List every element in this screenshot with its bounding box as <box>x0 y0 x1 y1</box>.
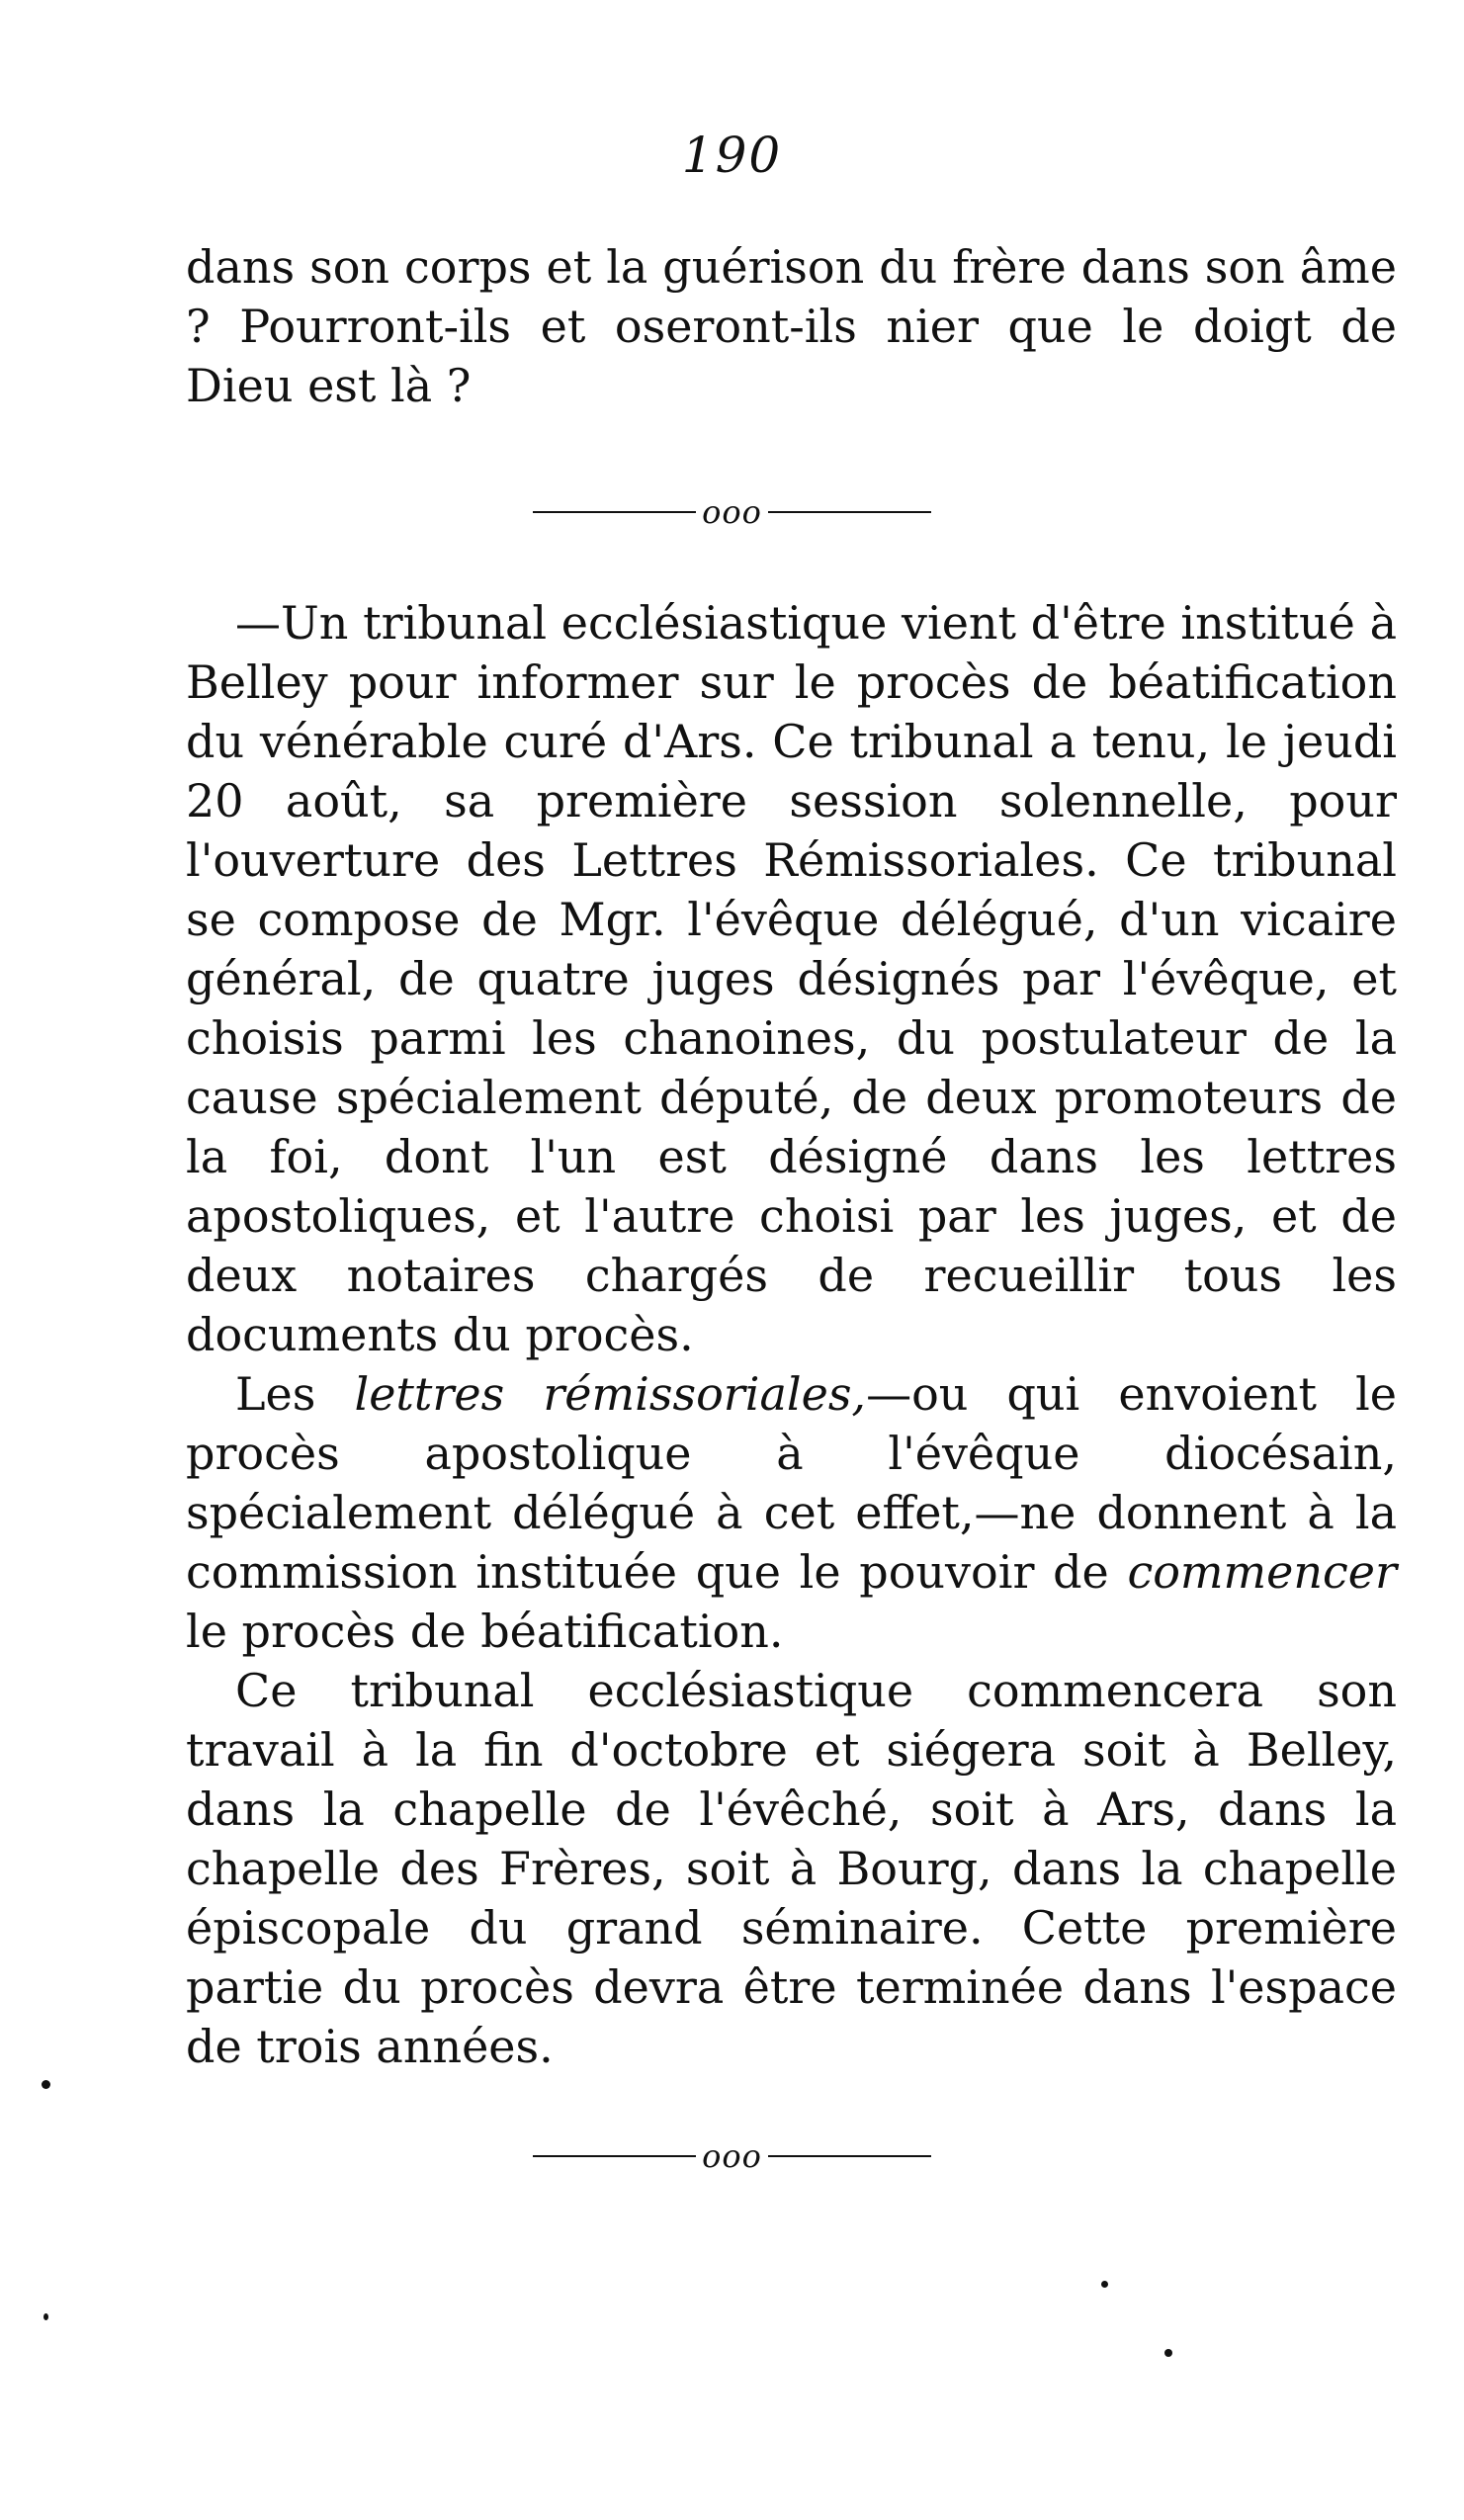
ink-speck <box>1164 2349 1172 2357</box>
separator-rule-right <box>768 511 931 513</box>
separator-rule-right <box>768 2155 931 2157</box>
separator-rule-left <box>533 2155 696 2157</box>
ink-speck <box>1101 2281 1108 2288</box>
paragraph-travail: Ce tribunal ecclésiastique commencera son travail à la fin d'octobre et siégera soit à Belley, dans la chapelle de l'évêché, soit à Ars, dans la chapelle des Frères, soit à Bourg, dans la chapelle épiscopale du grand séminaire. Cette première partie du procès devra être terminée dans l'espace de trois années. <box>186 1664 1397 2073</box>
text-block-top <box>186 237 1397 415</box>
paragraph-lettres-text-3: le procès de béatification. <box>186 1605 784 1658</box>
paragraph-lettres-italic-1: lettres rémissoriales, <box>354 1367 867 1421</box>
paragraph-tribunal: —Un tribunal ecclésiastique vient d'être institué à Belley pour informer sur le procès de béatification du vénérable curé d'Ars. Ce tribunal a tenu, le jeudi 20 août, sa première session solennelle, pour l'ouverture des Lettres Rémissoriales. Ce tribunal se compose de Mgr. l'évêque délégué, d'un vicaire général, de quatre juges désignés par l'évêque, et choisis parmi les chanoines, du postulateur de la cause spécialement député, de deux promoteurs de la foi, dont l'un est désigné dans les lettres apostoliques, et l'autre choisi par les juges, et de deux notaires chargés de recueillir tous les documents du procès. <box>186 596 1397 1361</box>
paragraph-lettres <box>186 1364 1397 1661</box>
paragraph-continuation: dans son corps et la guérison du frère dans son âme ? Pourront-ils et oseront-ils nier que le doigt de Dieu est là ? <box>186 240 1397 412</box>
separator-rule-left <box>533 511 696 513</box>
section-separator-bottom <box>0 2136 1464 2176</box>
separator-mark: ooo <box>702 2137 762 2175</box>
ink-speck <box>42 2080 50 2089</box>
paragraph-lettres-text-2: —ou qui envoient le procès apostolique à l'évêque diocésain, spécialement délégué à cet effet,—ne donnent à la commission instituée que le pouvoir de <box>186 1367 1397 1599</box>
ink-speck <box>43 2313 48 2320</box>
paragraph-lettres-text-1: Les <box>235 1367 355 1421</box>
separator-mark: ooo <box>702 493 762 531</box>
paragraph-lettres-italic-2: commencer <box>1127 1545 1397 1599</box>
page-number: 190 <box>681 127 783 184</box>
text-block-main <box>186 593 1397 2076</box>
section-separator <box>0 492 1464 532</box>
